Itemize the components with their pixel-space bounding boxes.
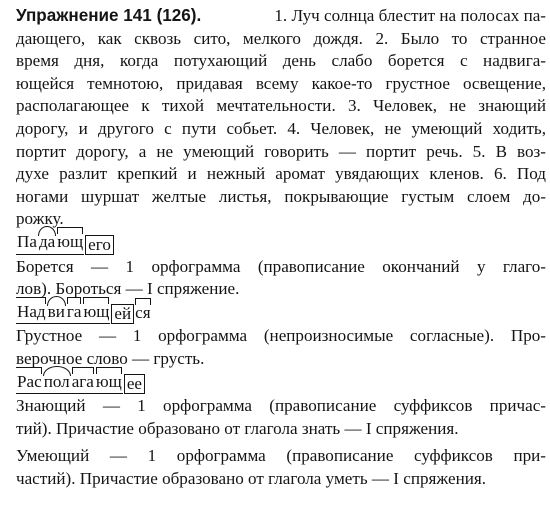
text-line: [16, 256, 546, 279]
text-line-content: Борется — 1 орфограмма (правописание окончаний у глаго-: [16, 256, 546, 276]
morpheme-suffix: ющ: [95, 371, 123, 394]
text-line: [16, 141, 546, 164]
text-line-content: время дня, когда потухающий день слабо борется с надвига-: [16, 51, 546, 71]
text-line-content: тий). Причастие образовано от глагола знать — I спряжения.: [16, 418, 459, 438]
text-line: [16, 73, 546, 96]
morpheme-parse-raspolagayushchee: [16, 371, 546, 395]
text-line-content: рожку.: [16, 209, 64, 229]
text-line: [16, 28, 546, 51]
morpheme-ending: ей: [111, 304, 134, 324]
text-line: [16, 395, 546, 418]
text-line: [16, 208, 546, 231]
text-line-content: лов). Бороться — I спряжение.: [16, 279, 240, 299]
text-line-content: Умеющий — 1 орфограмма (правописание суффиксов при-: [16, 446, 546, 466]
text-line: [16, 95, 546, 118]
text-line-content: ногами шуршат желтые листья, покрывающие густым слоем до-: [16, 186, 546, 206]
morpheme-prefix: Рас: [16, 371, 43, 394]
text-line: [16, 186, 546, 209]
text-line-content: Знающий — 1 орфограмма (правописание суффиксов причас-: [16, 396, 546, 416]
morpheme-suffix: ага: [71, 371, 95, 394]
morpheme-prefix: Над: [16, 301, 47, 324]
text-line-content: дорогу, и другого с пути собьет. 4. Человек, не умеющий ходить,: [16, 118, 546, 138]
morpheme-postfix: ся: [134, 302, 151, 325]
morpheme-parse-padayushchego: [16, 231, 546, 255]
morpheme-parse-nadvigayushcheysya: [16, 301, 546, 325]
text-line-content: 1. Луч солнца блестит на полосах па-: [274, 6, 546, 25]
text-line-content: Грустное — 1 орфограмма (непроизносимые согласные). Про-: [16, 326, 546, 346]
morpheme-ending: ее: [124, 374, 145, 394]
word-base: [16, 301, 110, 325]
textbook-page: [16, 0, 546, 490]
morpheme-suffix: ющ: [82, 301, 110, 324]
text-line-content: дающего, как сквозь сито, мелкого дождя. 2. Было то странное: [16, 28, 546, 48]
text-line: [16, 325, 546, 348]
text-line-content: располагающее к тихой мечтательности. 3. Человек, не знающий: [16, 96, 546, 116]
exercise-text: [16, 5, 546, 231]
morpheme-root: пол: [43, 371, 71, 394]
text-line-content: частий). Причастие образовано от глагола уметь — I спряжения.: [16, 468, 487, 488]
text-line: [16, 418, 546, 441]
text-line: [16, 5, 546, 28]
word-base: [16, 231, 84, 255]
morpheme-suffix: ющ: [56, 231, 84, 254]
word-base: [16, 371, 123, 395]
text-line: [16, 50, 546, 73]
morpheme-ending: его: [85, 235, 114, 255]
text-line-content: духе разлит крепкий и нежный аромат увядающих кленов. 6. Под: [16, 164, 546, 184]
text-line: [16, 118, 546, 141]
text-line: [16, 163, 546, 186]
text-line-content: портит дорогу, а не умеющий говорить — портит речь. 5. В воз-: [16, 141, 546, 161]
text-line-content: верочное слово — грусть.: [16, 348, 205, 368]
morpheme-prefix-part: Па: [17, 231, 37, 251]
text-line-content: ющейся темнотою, придавая всему какое-то грустное освещение,: [16, 73, 546, 93]
exercise-title: Упражнение 141 (126).: [16, 6, 202, 25]
text-line: [16, 445, 546, 468]
text-line: [16, 468, 546, 491]
morpheme-root: да: [38, 231, 56, 254]
morpheme-root: ви: [47, 301, 66, 324]
morpheme-suffix: га: [66, 301, 83, 324]
